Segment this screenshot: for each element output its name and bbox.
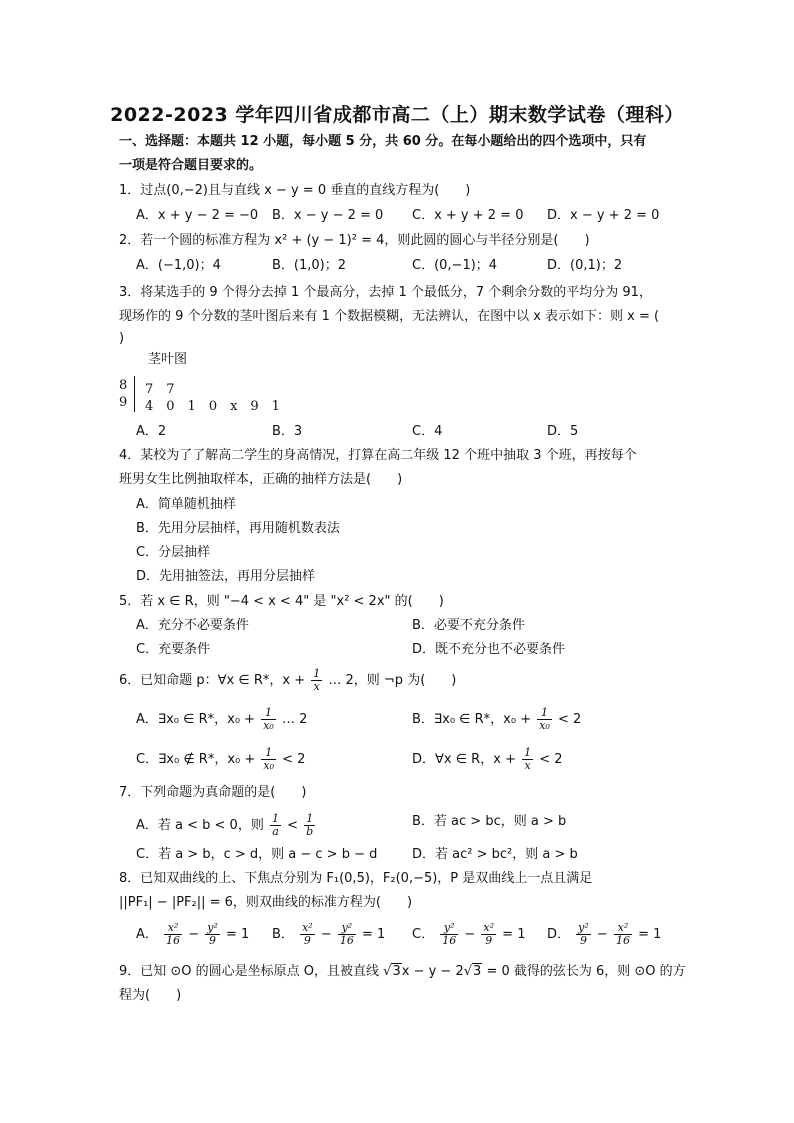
q6-c-fraction: [261, 747, 276, 772]
section-heading-line2: 一项是符合题目要求的。: [119, 158, 263, 173]
q8-option-b: [272, 922, 385, 947]
q2-option-c: C．(0,−1)；4: [412, 258, 498, 273]
q3-stem-line2: 现场作的 9 个分数的茎叶图后来有 1 个数据模糊，无法辨认，在图中以 x 表示如下：则 x = (: [119, 309, 660, 324]
frac-num: 1: [524, 746, 532, 759]
q1-option-d: D．x − y + 2 = 0: [547, 208, 660, 223]
sqrt-radicand: 3: [392, 964, 401, 979]
q1-option-a: A．x + y − 2 = −0: [136, 208, 259, 223]
q6-stem-b: … 2，则 ¬p 为( ): [328, 673, 457, 688]
minus-sign: −: [188, 927, 200, 942]
q2-option-d: D．(0,1)；2: [547, 258, 623, 273]
q7-a-lt: <: [287, 818, 299, 833]
minus-sign: −: [464, 927, 476, 942]
q6-stem-fraction: [311, 668, 322, 693]
q2-option-b: B．(1,0)；2: [272, 258, 347, 273]
q3-option-b: B．3: [272, 424, 303, 439]
q7-option-a: [136, 813, 317, 838]
q8-option-a: [136, 922, 249, 947]
q7-a-text: A．若 a < b < 0，则: [136, 818, 264, 833]
frac-den: 9: [303, 934, 311, 947]
q3-option-d: D．5: [547, 424, 579, 439]
q5-option-d: D．既不充分也不必要条件: [412, 642, 566, 657]
stem-row2-leaves: 4 0 1 0 x 9 1: [145, 399, 280, 414]
q3-option-c: C．4: [412, 424, 443, 439]
q5-option-b: B．必要不充分条件: [412, 618, 525, 633]
q4-stem-line2: 班男女生比例抽取样本，正确的抽样方法是( ): [119, 472, 403, 487]
stem-row1-stem: 8: [119, 378, 128, 393]
section-heading-line1: 一、选择题：本题共 12 小题，每小题 5 分，共 60 分。在每小题给出的四个选项中，只有: [119, 134, 647, 149]
equals-one: = 1: [226, 927, 250, 942]
q9-stem-line2: 程为( ): [119, 988, 182, 1003]
q6-option-b: [412, 707, 581, 732]
q6-d-text: D．∀x ∈ R，x +: [412, 752, 516, 767]
q7-a-frac1: [270, 813, 281, 838]
frac-num: y²: [207, 921, 218, 934]
q2-stem: 2．若一个圆的标准方程为 x² + (y − 1)² = 4，则此圆的圆心与半径分别是( ): [119, 233, 590, 248]
frac-den: 16: [166, 934, 181, 947]
equals-one: = 1: [638, 927, 662, 942]
q4-option-c: C．分层抽样: [136, 545, 211, 560]
q6-option-c: [136, 747, 305, 772]
q5-option-a: A．充分不必要条件: [136, 618, 249, 633]
frac-num: x²: [302, 921, 313, 934]
q9-stem-line1: [119, 963, 686, 981]
frac-den: b: [306, 825, 314, 838]
q6-option-a: [136, 707, 307, 732]
q8-c-frac2: [481, 922, 496, 947]
sqrt-sign: √: [463, 964, 473, 979]
frac-num: y²: [440, 922, 458, 935]
q6-a-fraction: [261, 707, 276, 732]
q9-text-c: = 0 截得的弦长为 6，则 ⊙O 的方: [482, 964, 686, 979]
frac-den: 9: [209, 934, 217, 947]
q7-a-frac2: [304, 813, 315, 838]
stem-row1-leaves: 7 7: [145, 382, 175, 397]
frac-den: x: [313, 680, 320, 693]
stem-row2-stem: 9: [119, 395, 128, 410]
q8-c-label: C．: [412, 927, 435, 942]
frac-num: y²: [578, 921, 589, 934]
q6-c-rel: < 2: [282, 752, 306, 767]
q1-option-c: C．x + y + 2 = 0: [412, 208, 524, 223]
frac-den: 9: [485, 934, 493, 947]
q8-b-label: B．: [272, 927, 294, 942]
sqrt-radicand: 3: [473, 964, 482, 979]
q6-stem: [119, 668, 456, 693]
q8-a-label: A．: [136, 927, 158, 942]
frac-num: 1: [304, 813, 315, 826]
q6-c-text: C．∃x₀ ∉ R*，x₀ +: [136, 752, 256, 767]
q3-option-a: A．2: [136, 424, 167, 439]
frac-den: x₀: [539, 719, 550, 732]
q8-stem-line1: 8．已知双曲线的上、下焦点分别为 F₁(0,5)，F₂(0,−5)，P 是双曲线上一点且满足: [119, 871, 593, 886]
q6-d-fraction: [522, 747, 533, 772]
frac-num: 1: [271, 812, 279, 825]
frac-den: a: [272, 825, 279, 838]
q7-option-d: D．若 ac² > bc²，则 a > b: [412, 847, 578, 862]
q7-stem: 7．下列命题为真命题的是( ): [119, 785, 307, 800]
frac-den: x: [524, 759, 531, 772]
frac-den: 16: [442, 934, 457, 947]
frac-num: 1: [261, 747, 276, 760]
q5-stem: 5．若 x ∈ R，则 "−4 < x < 4" 是 "x² < 2x" 的( ): [119, 594, 444, 609]
minus-sign: −: [320, 927, 332, 942]
frac-den: x₀: [263, 719, 274, 732]
q4-option-a: A．简单随机抽样: [136, 497, 236, 512]
equals-one: = 1: [502, 927, 526, 942]
frac-num: x²: [483, 921, 495, 934]
equals-one: = 1: [362, 927, 386, 942]
frac-num: y²: [338, 922, 356, 935]
q7-option-b: B．若 ac > bc，则 a > b: [412, 814, 567, 829]
q8-d-frac2: [614, 922, 632, 947]
q8-b-frac1: [300, 922, 315, 947]
page-title: 2022-2023 学年四川省成都市高二（上）期末数学试卷（理科）: [110, 104, 684, 126]
q9-text-a: 9．已知 ⊙O 的圆心是坐标原点 O，且被直线: [119, 964, 384, 979]
q3-stem-line3: ): [119, 331, 125, 346]
frac-den: 9: [579, 934, 587, 947]
q6-a-text: A．∃x₀ ∈ R*，x₀ +: [136, 712, 256, 727]
frac-den: x₀: [263, 759, 275, 772]
q8-a-frac1: [164, 922, 182, 947]
sqrt-sign: √: [383, 964, 392, 979]
frac-num: 1: [537, 707, 552, 720]
frac-num: 1: [313, 667, 321, 680]
q8-a-frac2: [205, 922, 220, 947]
q8-d-label: D．: [547, 927, 571, 942]
q6-d-rel: < 2: [539, 752, 563, 767]
frac-num: x²: [164, 922, 182, 935]
frac-den: 16: [339, 934, 354, 947]
q8-b-frac2: [338, 922, 356, 947]
q6-a-rel: … 2: [281, 712, 308, 727]
q6-b-rel: < 2: [558, 712, 582, 727]
q8-stem-line2: ||PF₁| − |PF₂|| = 6，则双曲线的标准方程为( ): [119, 895, 413, 910]
q1-stem: 1．过点(0,−2)且与直线 x − y = 0 垂直的直线方程为( ): [119, 183, 471, 198]
q4-stem-line1: 4．某校为了了解高二学生的身高情况，打算在高二年级 12 个班中抽取 3 个班，再按每个: [119, 448, 637, 463]
q4-option-b: B．先用分层抽样，再用随机数表法: [136, 521, 340, 536]
q1-option-b: B．x − y − 2 = 0: [272, 208, 384, 223]
q8-d-frac1: [576, 922, 591, 947]
q5-option-c: C．充要条件: [136, 642, 211, 657]
q6-b-text: B．∃x₀ ∈ R*，x₀ +: [412, 712, 532, 727]
q8-c-frac1: [440, 922, 458, 947]
q6-stem-a: 6．已知命题 p：∀x ∈ R*，x +: [119, 673, 306, 688]
frac-num: 1: [261, 707, 276, 720]
stem-leaf-title: 茎叶图: [148, 352, 188, 367]
q6-b-fraction: [537, 707, 552, 732]
q3-stem-line1: 3．将某选手的 9 个得分去掉 1 个最高分，去掉 1 个最低分，7 个剩余分数的平均分为 91，: [119, 285, 652, 300]
q4-option-d: D．先用抽签法，再用分层抽样: [136, 569, 316, 584]
q2-option-a: A．(−1,0)；4: [136, 258, 221, 273]
q8-option-c: [412, 922, 525, 947]
q7-option-c: C．若 a > b，c > d，则 a − c > b − d: [136, 847, 378, 862]
stem-leaf-divider: [134, 376, 135, 412]
frac-num: x²: [614, 922, 632, 935]
q6-option-d: [412, 747, 563, 772]
frac-den: 16: [615, 934, 630, 947]
minus-sign: −: [596, 927, 608, 942]
q9-text-b: x − y − 2: [401, 964, 464, 979]
q8-option-d: [547, 922, 661, 947]
